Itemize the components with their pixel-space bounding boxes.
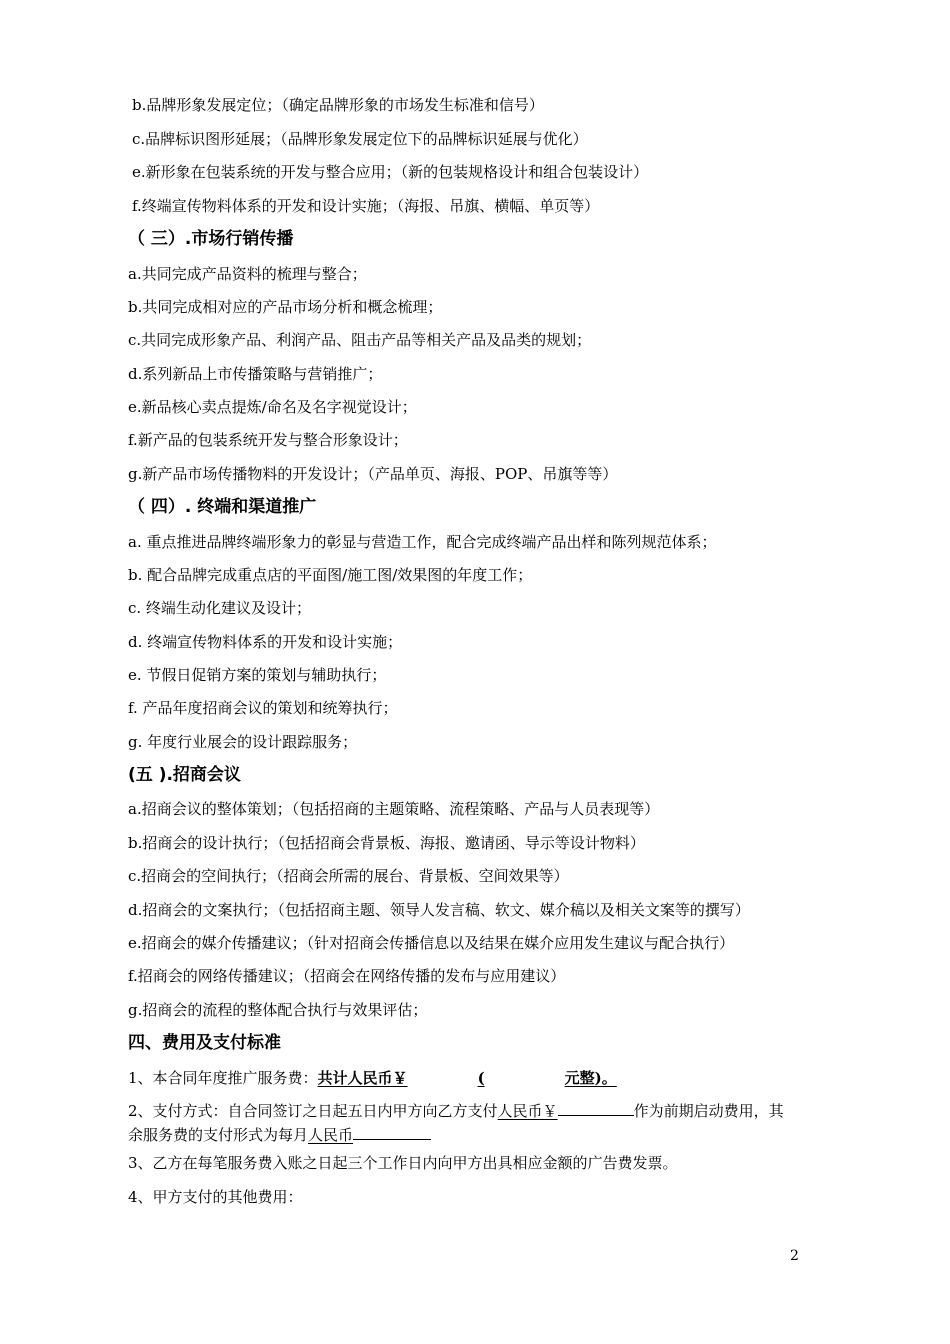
fees-title: 四、费用及支付标准 — [128, 1033, 281, 1053]
section3-item-a: a.共同完成产品资料的梳理与整合； — [128, 265, 367, 283]
section3-item-b: b.共同完成相对应的产品市场分析和概念梳理； — [128, 298, 443, 316]
section5-item-a: a.招商会议的整体策划；（包括招商的主题策略、流程策略、产品与人员表现等） — [128, 800, 660, 818]
fees-item-2 — [128, 1099, 842, 1147]
section4-item-e: e. 节假日促销方案的策划与辅助执行； — [128, 666, 387, 684]
fees-item-1-yuan: 元整)。 — [564, 1069, 617, 1087]
section5-item-f: f.招商会的网络传播建议；（招商会在网络传播的发布与应用建议） — [128, 967, 566, 985]
section5-item-g: g.招商会的流程的整体配合执行与效果评估； — [128, 1001, 428, 1019]
fees-item-2-blank — [558, 1100, 634, 1116]
fees-item-3: 3、乙方在每笔服务费入账之日起三个工作日内向甲方出具相应金额的广告费发票。 — [128, 1154, 678, 1172]
section5-item-c: c.招商会的空间执行；（招商会所需的展台、背景板、空间效果等） — [128, 867, 569, 885]
fees-item-1-prefix: 1、本合同年度推广服务费： — [128, 1069, 318, 1087]
section4-item-c: c. 终端生动化建议及设计； — [128, 599, 311, 617]
section5-item-e: e.招商会的媒介传播建议；（针对招商会传播信息以及结果在媒介应用发生建议与配合执行） — [128, 934, 735, 952]
section3-item-g: g.新产品市场传播物料的开发设计；（产品单页、海报、POP、吊旗等等） — [128, 465, 618, 483]
fees-item-1 — [128, 1068, 617, 1088]
fees-item-2-rmb: 人民币￥ — [497, 1102, 558, 1120]
section5-item-d: d.招商会的文案执行；（包括招商主题、领导人发言稿、软文、媒介稿以及相关文案等的撰写） — [128, 901, 750, 919]
section3-item-e: e.新品核心卖点提炼/命名及名字视觉设计； — [128, 398, 417, 416]
section4-item-f: f. 产品年度招商会议的策划和统筹执行； — [128, 699, 398, 717]
page-number: 2 — [790, 1248, 799, 1264]
fees-item-2-blank2 — [353, 1124, 431, 1140]
fees-item-1-amount — [318, 1069, 617, 1087]
section3-item-d: d.系列新品上市传播策略与营销推广； — [128, 365, 383, 383]
section4-item-d: d. 终端宣传物料体系的开发和设计实施； — [128, 633, 403, 651]
section3-item-c: c.共同完成形象产品、利润产品、阻击产品等相关产品及品类的规划； — [128, 331, 592, 349]
fees-item-2-line2: 余服务费的支付形式为每月 — [128, 1126, 309, 1144]
brand-item-f: f.终端宣传物料体系的开发和设计实施；（海报、吊旗、横幅、单页等） — [132, 197, 600, 215]
section3-item-f: f.新产品的包装系统开发与整合形象设计； — [128, 431, 408, 449]
brand-item-e: e.新形象在包装系统的开发与整合应用；（新的包装规格设计和组合包装设计） — [132, 163, 649, 181]
brand-item-c: c.品牌标识图形延展；（品牌形象发展定位下的品牌标识延展与优化） — [132, 130, 588, 148]
fees-item-1-paren: ( — [477, 1069, 485, 1087]
section5-item-b: b.招商会的设计执行；（包括招商会背景板、海报、邀请函、导示等设计物料） — [128, 834, 645, 852]
fees-item-4: 4、甲方支付的其他费用： — [128, 1188, 303, 1206]
fees-item-2-prefix: 2、支付方式：自合同签订之日起五日内甲方向乙方支付 — [128, 1102, 498, 1120]
section4-item-a: a. 重点推进品牌终端形象力的彰显与营造工作，配合完成终端产品出样和陈列规范体系； — [128, 533, 717, 551]
section3-title: （ 三）.市场行销传播 — [128, 229, 294, 249]
fees-item-1-total-label: 共计人民币￥ — [317, 1069, 408, 1087]
brand-item-b: b.品牌形象发展定位；（确定品牌形象的市场发生标准和信号） — [132, 96, 544, 114]
section5-title: (五 ).招商会议 — [128, 765, 241, 785]
section4-title: （ 四）. 终端和渠道推广 — [128, 497, 317, 517]
section4-item-b: b. 配合品牌完成重点店的平面图/施工图/效果图的年度工作； — [128, 566, 533, 584]
fees-item-2-rmb2: 人民币 — [308, 1126, 354, 1144]
fees-item-2-mid: 作为前期启动费用，其 — [633, 1102, 784, 1120]
section4-item-g: g. 年度行业展会的设计跟踪服务； — [128, 733, 358, 751]
